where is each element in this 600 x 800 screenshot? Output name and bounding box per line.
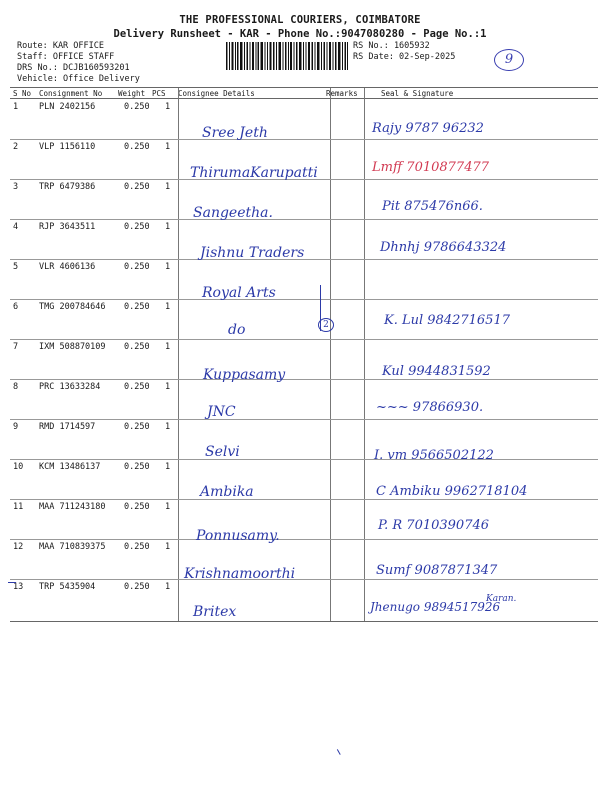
vehicle: Vehicle: Office Delivery: [17, 74, 140, 84]
signature: Sumf 9087871347: [376, 563, 498, 578]
signature: Pit 875476n66.: [382, 199, 483, 214]
drs-no: DRS No.: DCJB160593201: [17, 63, 130, 73]
row-line: [10, 419, 598, 420]
row-line: [10, 579, 598, 580]
handwritten-name: do: [228, 322, 246, 338]
row-weight: 0.250: [124, 102, 150, 112]
row-sno: 1: [13, 102, 19, 112]
col-remarks: Remarks: [326, 89, 358, 98]
row-weight: 0.250: [124, 462, 150, 472]
signature: Rajy 9787 96232: [372, 121, 484, 136]
row-line: [10, 139, 598, 140]
row-pcs: 1: [165, 582, 171, 592]
handwritten-name: Britex: [193, 604, 237, 620]
row-sno: 10: [13, 462, 24, 472]
handwritten-name: Krishnamoorthi: [184, 566, 296, 582]
row-weight: 0.250: [124, 342, 150, 352]
handwritten-name: Selvi: [205, 444, 240, 460]
table-row: [10, 379, 598, 419]
row-sno: 13: [13, 582, 24, 592]
signature: ~~~ 97866930.: [376, 400, 484, 415]
row-weight: 0.250: [124, 302, 150, 312]
circled-mark: 2: [318, 318, 334, 332]
row-pcs: 1: [165, 422, 171, 432]
handwritten-name: Jishnu Traders: [200, 245, 305, 261]
row-line: [10, 459, 598, 460]
handwritten-name: Kuppasamy: [203, 367, 286, 383]
meta-left: [17, 41, 140, 85]
col-consignee: Consignee Details: [178, 89, 255, 98]
sheet-bottom-line: [10, 621, 598, 622]
row-consignment: VLP 1156110: [39, 142, 96, 152]
row-sno: 2: [13, 142, 19, 152]
row-consignment: TRP 5435904: [39, 582, 96, 592]
table-row: [10, 179, 598, 219]
row-weight: 0.250: [124, 222, 150, 232]
row-weight: 0.250: [124, 262, 150, 272]
route: Route: KAR OFFICE: [17, 41, 104, 51]
row-consignment: TRP 6479386: [39, 182, 96, 192]
staff: Staff: OFFICE STAFF: [17, 52, 115, 62]
table-row: [10, 99, 598, 139]
row-line: [10, 379, 598, 380]
rs-date: RS Date: 02-Sep-2025: [353, 52, 456, 62]
table-row: [10, 339, 598, 379]
signature: Kul 9944831592: [382, 364, 491, 379]
row-sno: 9: [13, 422, 19, 432]
table-row: [10, 259, 598, 299]
row-weight: 0.250: [124, 142, 150, 152]
row-pcs: 1: [165, 302, 171, 312]
row-pcs: 1: [165, 542, 171, 552]
meta-right: [353, 41, 455, 63]
handwritten-name: Sangeetha.: [193, 205, 273, 221]
sheet-subtitle: Delivery Runsheet - KAR - Phone No.:9047080280 - Page No.:1: [113, 28, 487, 40]
row-weight: 0.250: [124, 502, 150, 512]
row-consignment: KCM 13486137: [39, 462, 101, 472]
row-sno: 7: [13, 342, 19, 352]
header-line-top: [10, 87, 598, 88]
stray-mark: [8, 582, 16, 583]
row-pcs: 1: [165, 342, 171, 352]
row-sno: 4: [13, 222, 19, 232]
handwritten-name: Royal Arts: [202, 285, 276, 301]
row-weight: 0.250: [124, 542, 150, 552]
row-sno: 6: [13, 302, 19, 312]
row-sno: 12: [13, 542, 24, 552]
page-mark: 9: [494, 49, 524, 71]
row-pcs: 1: [165, 462, 171, 472]
row-weight: 0.250: [124, 382, 150, 392]
row-consignment: VLR 4606136: [39, 262, 96, 272]
sheet-title: THE PROFESSIONAL COURIERS, COIMBATORE: [179, 14, 421, 26]
col-weight: Weight: [118, 89, 146, 98]
row-pcs: 1: [165, 182, 171, 192]
handwritten-name: Ambika: [200, 484, 254, 500]
signature-note: Karan.: [486, 594, 517, 604]
row-pcs: 1: [165, 262, 171, 272]
row-line: [10, 219, 598, 220]
table-row: [10, 419, 598, 459]
row-sno: 8: [13, 382, 19, 392]
col-consignment: Consignment No: [39, 89, 103, 98]
row-consignment: IXM 508870109: [39, 342, 106, 352]
signature: Dhnhj 9786643324: [380, 240, 507, 255]
row-consignment: TMG 200784646: [39, 302, 106, 312]
col-pcs: PCS: [152, 89, 166, 98]
row-consignment: RJP 3643511: [39, 222, 96, 232]
handwritten-name: Sree Jeth: [202, 125, 268, 141]
signature: Jhenugo 9894517926: [370, 600, 501, 614]
row-line: [10, 539, 598, 540]
row-consignment: MAA 711243180: [39, 502, 106, 512]
row-consignment: RMD 1714597: [39, 422, 96, 432]
barcode: [226, 42, 348, 70]
handwritten-name: Ponnusamy.: [196, 528, 280, 544]
row-sno: 5: [13, 262, 19, 272]
col-sno: S No: [13, 89, 32, 98]
signature: C Ambiku 9962718104: [376, 484, 528, 499]
table-row: [10, 539, 598, 579]
row-consignment: MAA 710839375: [39, 542, 106, 552]
signature: Lmff 7010877477: [372, 160, 490, 175]
row-pcs: 1: [165, 382, 171, 392]
handwritten-name: JNC: [207, 404, 236, 420]
stray-mark: [337, 747, 344, 755]
row-sno: 11: [13, 502, 24, 512]
col-seal: Seal & Signature: [381, 89, 454, 98]
row-pcs: 1: [165, 222, 171, 232]
row-weight: 0.250: [124, 182, 150, 192]
row-pcs: 1: [165, 142, 171, 152]
handwritten-name: ThirumaKarupatti: [190, 165, 318, 181]
row-consignment: PLN 2402156: [39, 102, 96, 112]
ditto-stroke: [320, 285, 321, 331]
row-weight: 0.250: [124, 422, 150, 432]
row-pcs: 1: [165, 502, 171, 512]
row-sno: 3: [13, 182, 19, 192]
table-row: [10, 499, 598, 539]
row-line: [10, 339, 598, 340]
signature: K. Lul 9842716517: [384, 313, 510, 328]
row-line: [10, 499, 598, 500]
row-consignment: PRC 13633284: [39, 382, 101, 392]
signature: I. vm 9566502122: [374, 448, 494, 463]
rs-no: RS No.: 1605932: [353, 41, 430, 51]
signature: P. R 7010390746: [378, 518, 490, 533]
row-pcs: 1: [165, 102, 171, 112]
row-line: [10, 299, 598, 300]
row-weight: 0.250: [124, 582, 150, 592]
